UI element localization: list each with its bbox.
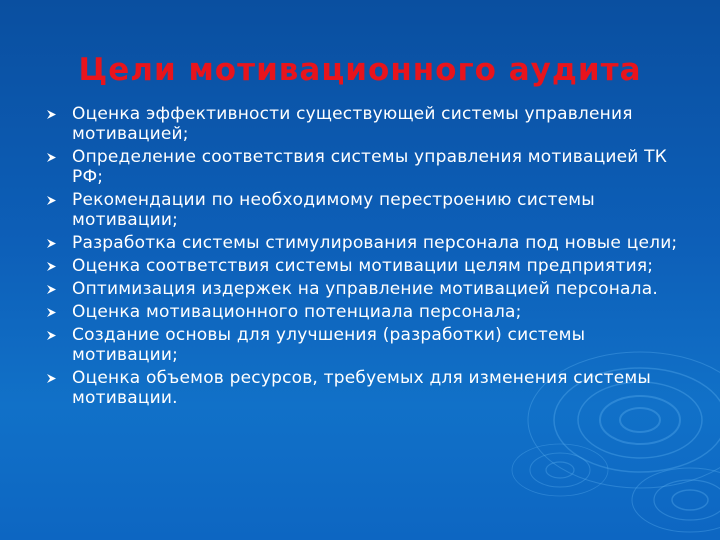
list-item-text: Оценка соответствия системы мотивации целям предприятия;: [72, 256, 654, 276]
arrowhead-bullet-icon: [46, 261, 57, 272]
list-item-text: Оценка эффективности существующей системы управления мотивацией;: [72, 104, 633, 144]
list-item: [46, 368, 686, 408]
list-item: [46, 147, 686, 187]
list-item-text: Рекомендации по необходимому перестроению системы мотивации;: [72, 190, 595, 230]
list-item-text: Оценка мотивационного потенциала персонала;: [72, 302, 522, 322]
list-item: [46, 325, 686, 365]
list-item-text: Оценка объемов ресурсов, требуемых для изменения системы мотивации.: [72, 368, 652, 408]
list-item: [46, 279, 686, 299]
list-item-text: Оптимизация издержек на управление мотивацией персонала.: [72, 279, 658, 299]
list-item-text: Разработка системы стимулирования персонала под новые цели;: [72, 233, 678, 253]
list-item-text: Определение соответствия системы управления мотивацией ТК РФ;: [72, 147, 667, 187]
arrowhead-bullet-icon: [46, 330, 57, 341]
slide-title: Цели мотивационного аудита: [78, 52, 642, 88]
arrowhead-bullet-icon: [46, 195, 57, 206]
list-item: [46, 104, 686, 144]
arrowhead-bullet-icon: [46, 152, 57, 163]
list-item: [46, 302, 686, 322]
arrowhead-bullet-icon: [46, 238, 57, 249]
list-item-text: Создание основы для улучшения (разработки) системы мотивации;: [72, 325, 586, 365]
arrowhead-bullet-icon: [46, 284, 57, 295]
arrowhead-bullet-icon: [46, 109, 57, 120]
list-item: [46, 190, 686, 230]
list-item: [46, 256, 686, 276]
arrowhead-bullet-icon: [46, 307, 57, 318]
goals-list: [46, 104, 686, 411]
list-item: [46, 233, 686, 253]
arrowhead-bullet-icon: [46, 373, 57, 384]
